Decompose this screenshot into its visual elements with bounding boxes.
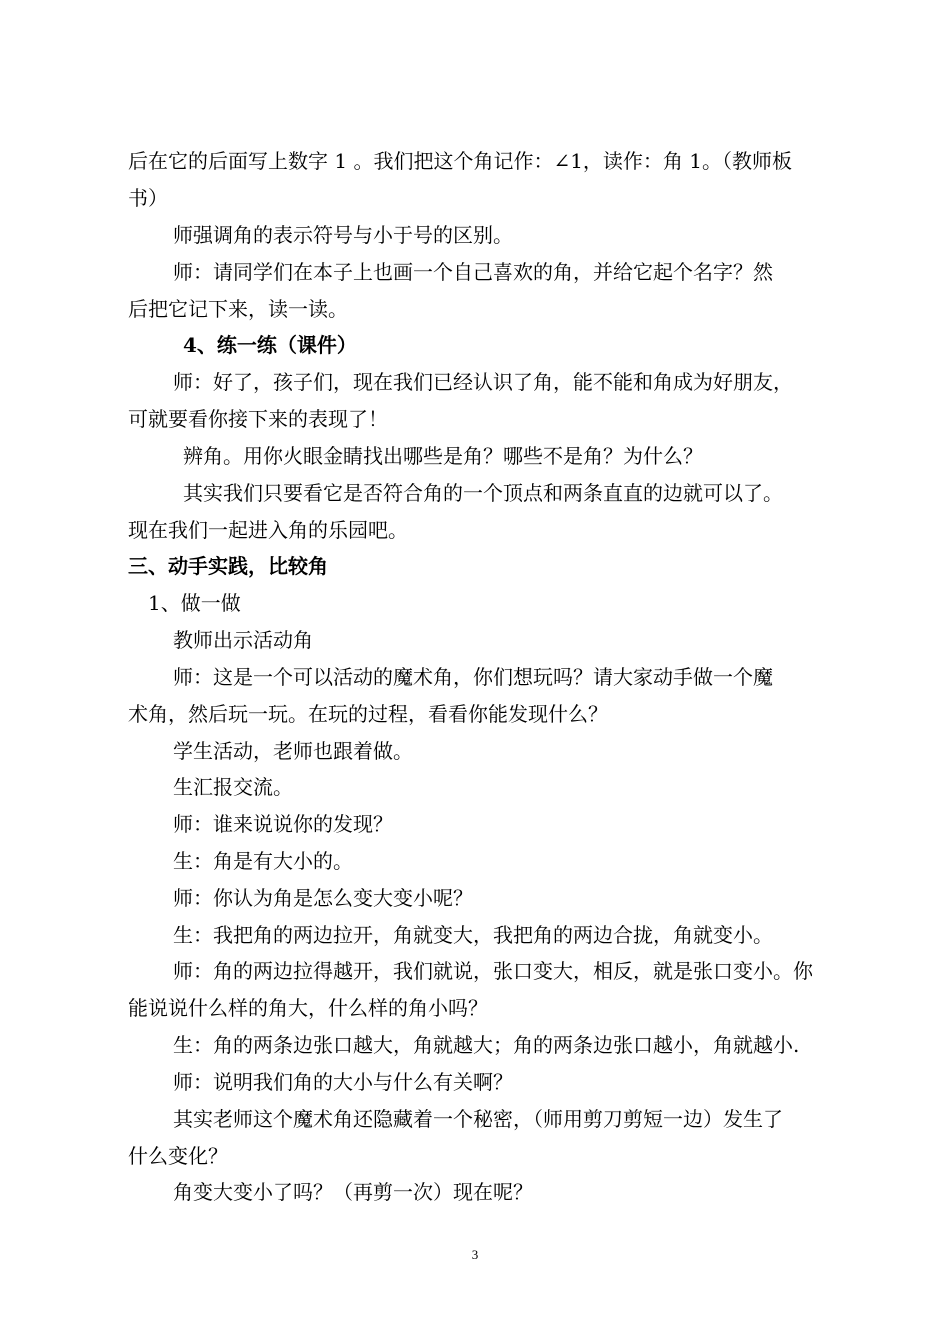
text-line-19: 师：谁来说说你的发现？ <box>173 812 393 836</box>
text-line-14: 教师出示活动角 <box>173 628 313 652</box>
text-line-9: 辨角。用你火眼金睛找出哪些是角？哪些不是角？为什么？ <box>183 444 703 468</box>
text-line-27: 其实老师这个魔术角还隐藏着一个秘密，（师用剪刀剪短一边）发生了 <box>173 1107 783 1131</box>
text-line-25: 生：角的两条边张口越大，角就越大；角的两条边张口越小，角就越小. <box>173 1033 800 1057</box>
text-line-1: 后在它的后面写上数字 1 。我们把这个角记作：∠1，读作：角 1。（教师板 <box>128 149 793 173</box>
text-line-10: 其实我们只要看它是否符合角的一个顶点和两条直直的边就可以了。 <box>183 481 783 505</box>
text-line-11: 现在我们一起进入角的乐园吧。 <box>128 518 408 542</box>
text-line-29: 角变大变小了吗？（再剪一次）现在呢？ <box>173 1180 533 1204</box>
text-line-2: 书） <box>128 186 168 210</box>
text-line-3: 师强调角的表示符号与小于号的区别。 <box>173 223 513 247</box>
text-line-16: 术角，然后玩一玩。在玩的过程，看看你能发现什么？ <box>128 702 608 726</box>
text-line-26: 师：说明我们角的大小与什么有关啊？ <box>173 1070 513 1094</box>
text-line-17: 学生活动，老师也跟着做。 <box>173 739 413 763</box>
text-line-18: 生汇报交流。 <box>173 775 293 799</box>
text-line-21: 师：你认为角是怎么变大变小呢？ <box>173 886 473 910</box>
text-line-23: 师：角的两边拉得越开，我们就说，张口变大，相反，就是张口变小。你 <box>173 959 813 983</box>
text-line-28: 什么变化？ <box>128 1144 228 1168</box>
subheading-practice: 4、练一练（课件） <box>183 333 357 357</box>
section-heading-3: 三、动手实践，比较角 <box>128 554 328 578</box>
text-line-15: 师：这是一个可以活动的魔术角，你们想玩吗？请大家动手做一个魔 <box>173 665 773 689</box>
text-line-22: 生：我把角的两边拉开，角就变大，我把角的两边合拢，角就变小。 <box>173 923 773 947</box>
page-number: 3 <box>471 1247 479 1262</box>
text-line-7: 师：好了，孩子们，现在我们已经认识了角，能不能和角成为好朋友， <box>173 370 793 394</box>
subheading-do: 1、做一做 <box>148 591 241 615</box>
text-line-5: 后把它记下来，读一读。 <box>128 297 348 321</box>
text-line-20: 生：角是有大小的。 <box>173 849 353 873</box>
text-line-24: 能说说什么样的角大，什么样的角小吗？ <box>128 996 488 1020</box>
text-line-4: 师：请同学们在本子上也画一个自己喜欢的角，并给它起个名字？然 <box>173 260 773 284</box>
text-line-8: 可就要看你接下来的表现了！ <box>128 407 388 431</box>
